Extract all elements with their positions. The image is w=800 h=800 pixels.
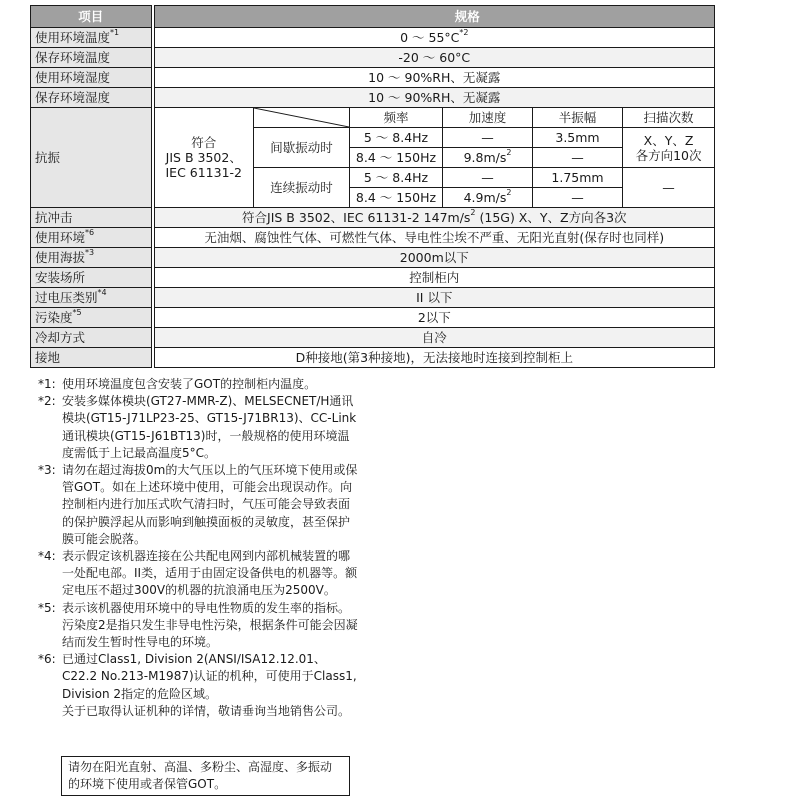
table-row bbox=[31, 228, 715, 248]
row-value: -20 ～ 60°C bbox=[153, 48, 715, 68]
footnote bbox=[38, 651, 358, 720]
table-row bbox=[31, 308, 715, 328]
row-value: 符合JIS B 3502、IEC 61131-2 $147m/s^2$ (15G) X、Y、Z方向各3次 bbox=[153, 208, 715, 228]
header-item: 项目 bbox=[31, 6, 153, 28]
amp-cell: — bbox=[533, 188, 623, 208]
row-label: 污染度$^{*5}$ bbox=[31, 308, 153, 328]
amp-cell: — bbox=[533, 148, 623, 168]
warning-box: 请勿在阳光直射、高温、多粉尘、高湿度、多振动的环境下使用或者保管GOT。 bbox=[61, 756, 350, 796]
table-row bbox=[31, 208, 715, 228]
row-value: 控制柜内 bbox=[153, 268, 715, 288]
row-value: 10 ～ 90%RH、无凝露 bbox=[153, 68, 715, 88]
table-row bbox=[31, 348, 715, 368]
footnote bbox=[38, 548, 358, 600]
diagonal-line-icon bbox=[254, 108, 349, 127]
intermittent-label: 间歇振动时 bbox=[254, 128, 350, 168]
row-label: 安装场所 bbox=[31, 268, 153, 288]
footnote-text: 请勿在超过海拔0m的大气压以上的气压环境下使用或保管GOT。如在上述环境中使用，可能会出现误动作。向控制柜内进行加压式吹气清扫时，气压可能会导致表面的保护膜浮起从而影响到触摸面板的灵敏度，甚至保护膜可能会脱落。 bbox=[62, 463, 358, 546]
row-label: 保存环境湿度 bbox=[31, 88, 153, 108]
footnote-text: 安装多媒体模块(GT27-MMR-Z)、MELSECNET/H通讯模块(GT15-J71LP23-25、GT15-J71BR13)、CC-Link通讯模块(GT15-J61BT13)时，一般规格的使用环境温度需低于上记最高温度5°C。 bbox=[62, 394, 357, 460]
row-value: 0 ～ $55^\circ C^{*2}$ bbox=[153, 28, 715, 48]
freq-cell: 5 ～ 8.4Hz bbox=[350, 168, 443, 188]
spec-table bbox=[30, 5, 715, 368]
row-value: 自冷 bbox=[153, 328, 715, 348]
accel-cell: $4.9m/s^2$ bbox=[443, 188, 533, 208]
sweep-cell: — bbox=[623, 168, 715, 208]
amp-cell: 1.75mm bbox=[533, 168, 623, 188]
table-row bbox=[31, 48, 715, 68]
footnote-text: 已通过Class1, Division 2(ANSI/ISA12.12.01、C22.2 No.213-M1987)认证的机种，可使用于Class1, Division 2指定的危险区域。 关于已取得认证机种的详情，敬请垂询当地销售公司。 bbox=[62, 652, 357, 718]
row-label: 使用环境温度$^{*1}$ bbox=[31, 28, 153, 48]
row-label: 抗振 bbox=[31, 108, 153, 208]
accel-cell: $9.8m/s^2$ bbox=[443, 148, 533, 168]
row-value: 2000m以下 bbox=[153, 248, 715, 268]
row-label: 冷却方式 bbox=[31, 328, 153, 348]
accel-cell: — bbox=[443, 168, 533, 188]
row-value: 2以下 bbox=[153, 308, 715, 328]
footnote-key: *1: bbox=[38, 377, 56, 391]
footnote-key: *4: bbox=[38, 549, 56, 564]
footnote-key: *6: bbox=[38, 652, 56, 667]
col-sweep-count: 扫描次数 bbox=[623, 108, 715, 128]
continuous-label: 连续振动时 bbox=[254, 168, 350, 208]
footnote-text: 表示假定该机器连接在公共配电网到内部机械装置的哪一处配电部。II类，适用于由固定设备供电的机器等。额定电压不超过300V的机器的抗浪涌电压为2500V。 bbox=[62, 549, 358, 598]
footnote-key: *3: bbox=[38, 463, 56, 478]
header-spec: 规格 bbox=[153, 6, 715, 28]
amp-cell: 3.5mm bbox=[533, 128, 623, 148]
row-label: 使用海拔$^{*3}$ bbox=[31, 248, 153, 268]
col-frequency: 频率 bbox=[350, 108, 443, 128]
col-acceleration: 加速度 bbox=[443, 108, 533, 128]
freq-cell: 8.4 ～ 150Hz bbox=[350, 188, 443, 208]
col-half-amplitude: 半振幅 bbox=[533, 108, 623, 128]
table-row bbox=[31, 268, 715, 288]
footnote bbox=[38, 462, 358, 548]
footnote bbox=[38, 376, 358, 393]
footnote-key: *5: bbox=[38, 600, 56, 615]
table-row bbox=[31, 328, 715, 348]
footnotes bbox=[38, 376, 358, 720]
row-value: 无油烟、腐蚀性气体、可燃性气体、导电性尘埃不严重、无阳光直射(保存时也同样) bbox=[153, 228, 715, 248]
table-row bbox=[31, 248, 715, 268]
row-value: D种接地(第3种接地)，无法接地时连接到控制柜上 bbox=[153, 348, 715, 368]
table-row bbox=[31, 28, 715, 48]
accel-cell: — bbox=[443, 128, 533, 148]
sweep-cell: X、Y、Z 各方向10次 bbox=[623, 128, 715, 168]
table-row bbox=[31, 68, 715, 88]
footnote bbox=[38, 600, 358, 652]
diagonal-cell bbox=[254, 108, 350, 128]
table-row bbox=[31, 288, 715, 308]
row-label: 接地 bbox=[31, 348, 153, 368]
footnote-text: 表示该机器使用环境中的导电性物质的发生率的指标。污染度2是指只发生非导电性污染，根据条件可能会因凝结而发生暂时性导电的环境。 bbox=[62, 600, 358, 650]
footnote-key: *2: bbox=[38, 394, 56, 409]
row-label: 使用环境$^{*6}$ bbox=[31, 228, 153, 248]
row-label: 过电压类别$^{*4}$ bbox=[31, 288, 153, 308]
row-label: 保存环境温度 bbox=[31, 48, 153, 68]
freq-cell: 5 ～ 8.4Hz bbox=[350, 128, 443, 148]
freq-cell: 8.4 ～ 150Hz bbox=[350, 148, 443, 168]
footnote bbox=[38, 393, 358, 462]
row-label: 抗冲击 bbox=[31, 208, 153, 228]
vibration-header-row bbox=[31, 108, 715, 128]
table-header bbox=[31, 6, 715, 28]
row-label: 使用环境湿度 bbox=[31, 68, 153, 88]
row-value: 10 ～ 90%RH、无凝露 bbox=[153, 88, 715, 108]
footnote-text: 使用环境温度包含安装了GOT的控制柜内温度。 bbox=[62, 377, 317, 391]
row-value: II 以下 bbox=[153, 288, 715, 308]
table-row bbox=[31, 88, 715, 108]
vibration-standard: 符合 JIS B 3502、 IEC 61131-2 bbox=[153, 108, 254, 208]
